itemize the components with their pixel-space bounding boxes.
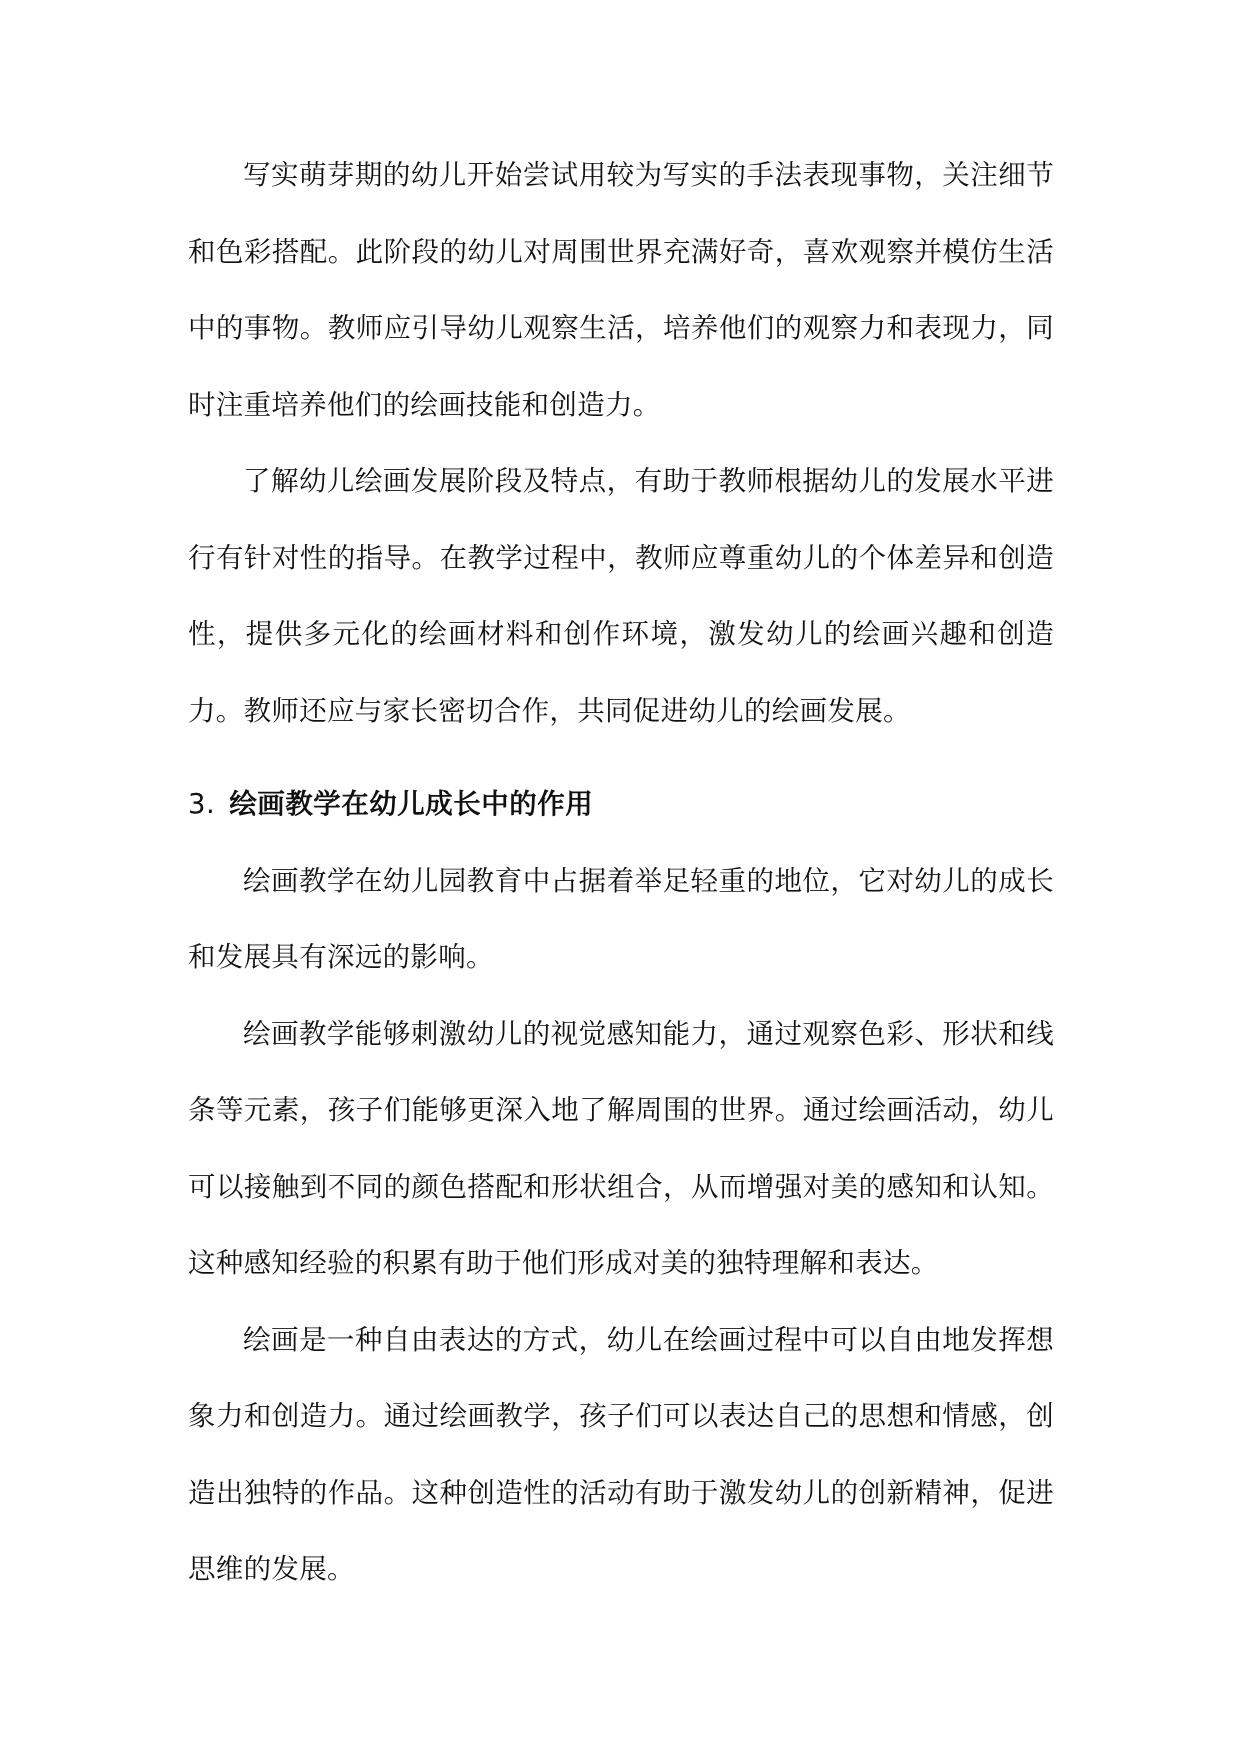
text-block-before-section: [188, 137, 1054, 749]
paragraph: 绘画教学能够刺激幼儿的视觉感知能力，通过观察色彩、形状和线条等元素，孩子们能够更深入地了解周围的世界。通过绘画活动，幼儿可以接触到不同的颜色搭配和形状组合，从而增强对美的感知和认知。这种感知经验的积累有助于他们形成对美的独特理解和表达。: [188, 1017, 1054, 1279]
paragraph: 了解幼儿绘画发展阶段及特点，有助于教师根据幼儿的发展水平进行有针对性的指导。在教学过程中，教师应尊重幼儿的个体差异和创造性，提供多元化的绘画材料和创作环境，激发幼儿的绘画兴趣和创造力。教师还应与家长密切合作，共同促进幼儿的绘画发展。: [188, 465, 1054, 727]
section-heading: [188, 766, 1054, 843]
paragraph: 写实萌芽期的幼儿开始尝试用较为写实的手法表现事物，关注细节和色彩搭配。此阶段的幼儿对周围世界充满好奇，喜欢观察并模仿生活中的事物。教师应引导幼儿观察生活，培养他们的观察力和表现力，同时注重培养他们的绘画技能和创造力。: [188, 159, 1054, 421]
paragraph: 绘画教学在幼儿园教育中占据着举足轻重的地位，它对幼儿的成长和发展具有深远的影响。: [188, 864, 1054, 973]
paragraph: 绘画是一种自由表达的方式，幼儿在绘画过程中可以自由地发挥想象力和创造力。通过绘画教学，孩子们可以表达自己的思想和情感，创造出独特的作品。这种创造性的活动有助于激发幼儿的创新精神，促进思维的发展。: [188, 1323, 1054, 1585]
section-number: 3.: [188, 788, 216, 820]
section-title: 绘画教学在幼儿成长中的作用: [229, 788, 594, 820]
text-block-section: [188, 766, 1054, 1608]
